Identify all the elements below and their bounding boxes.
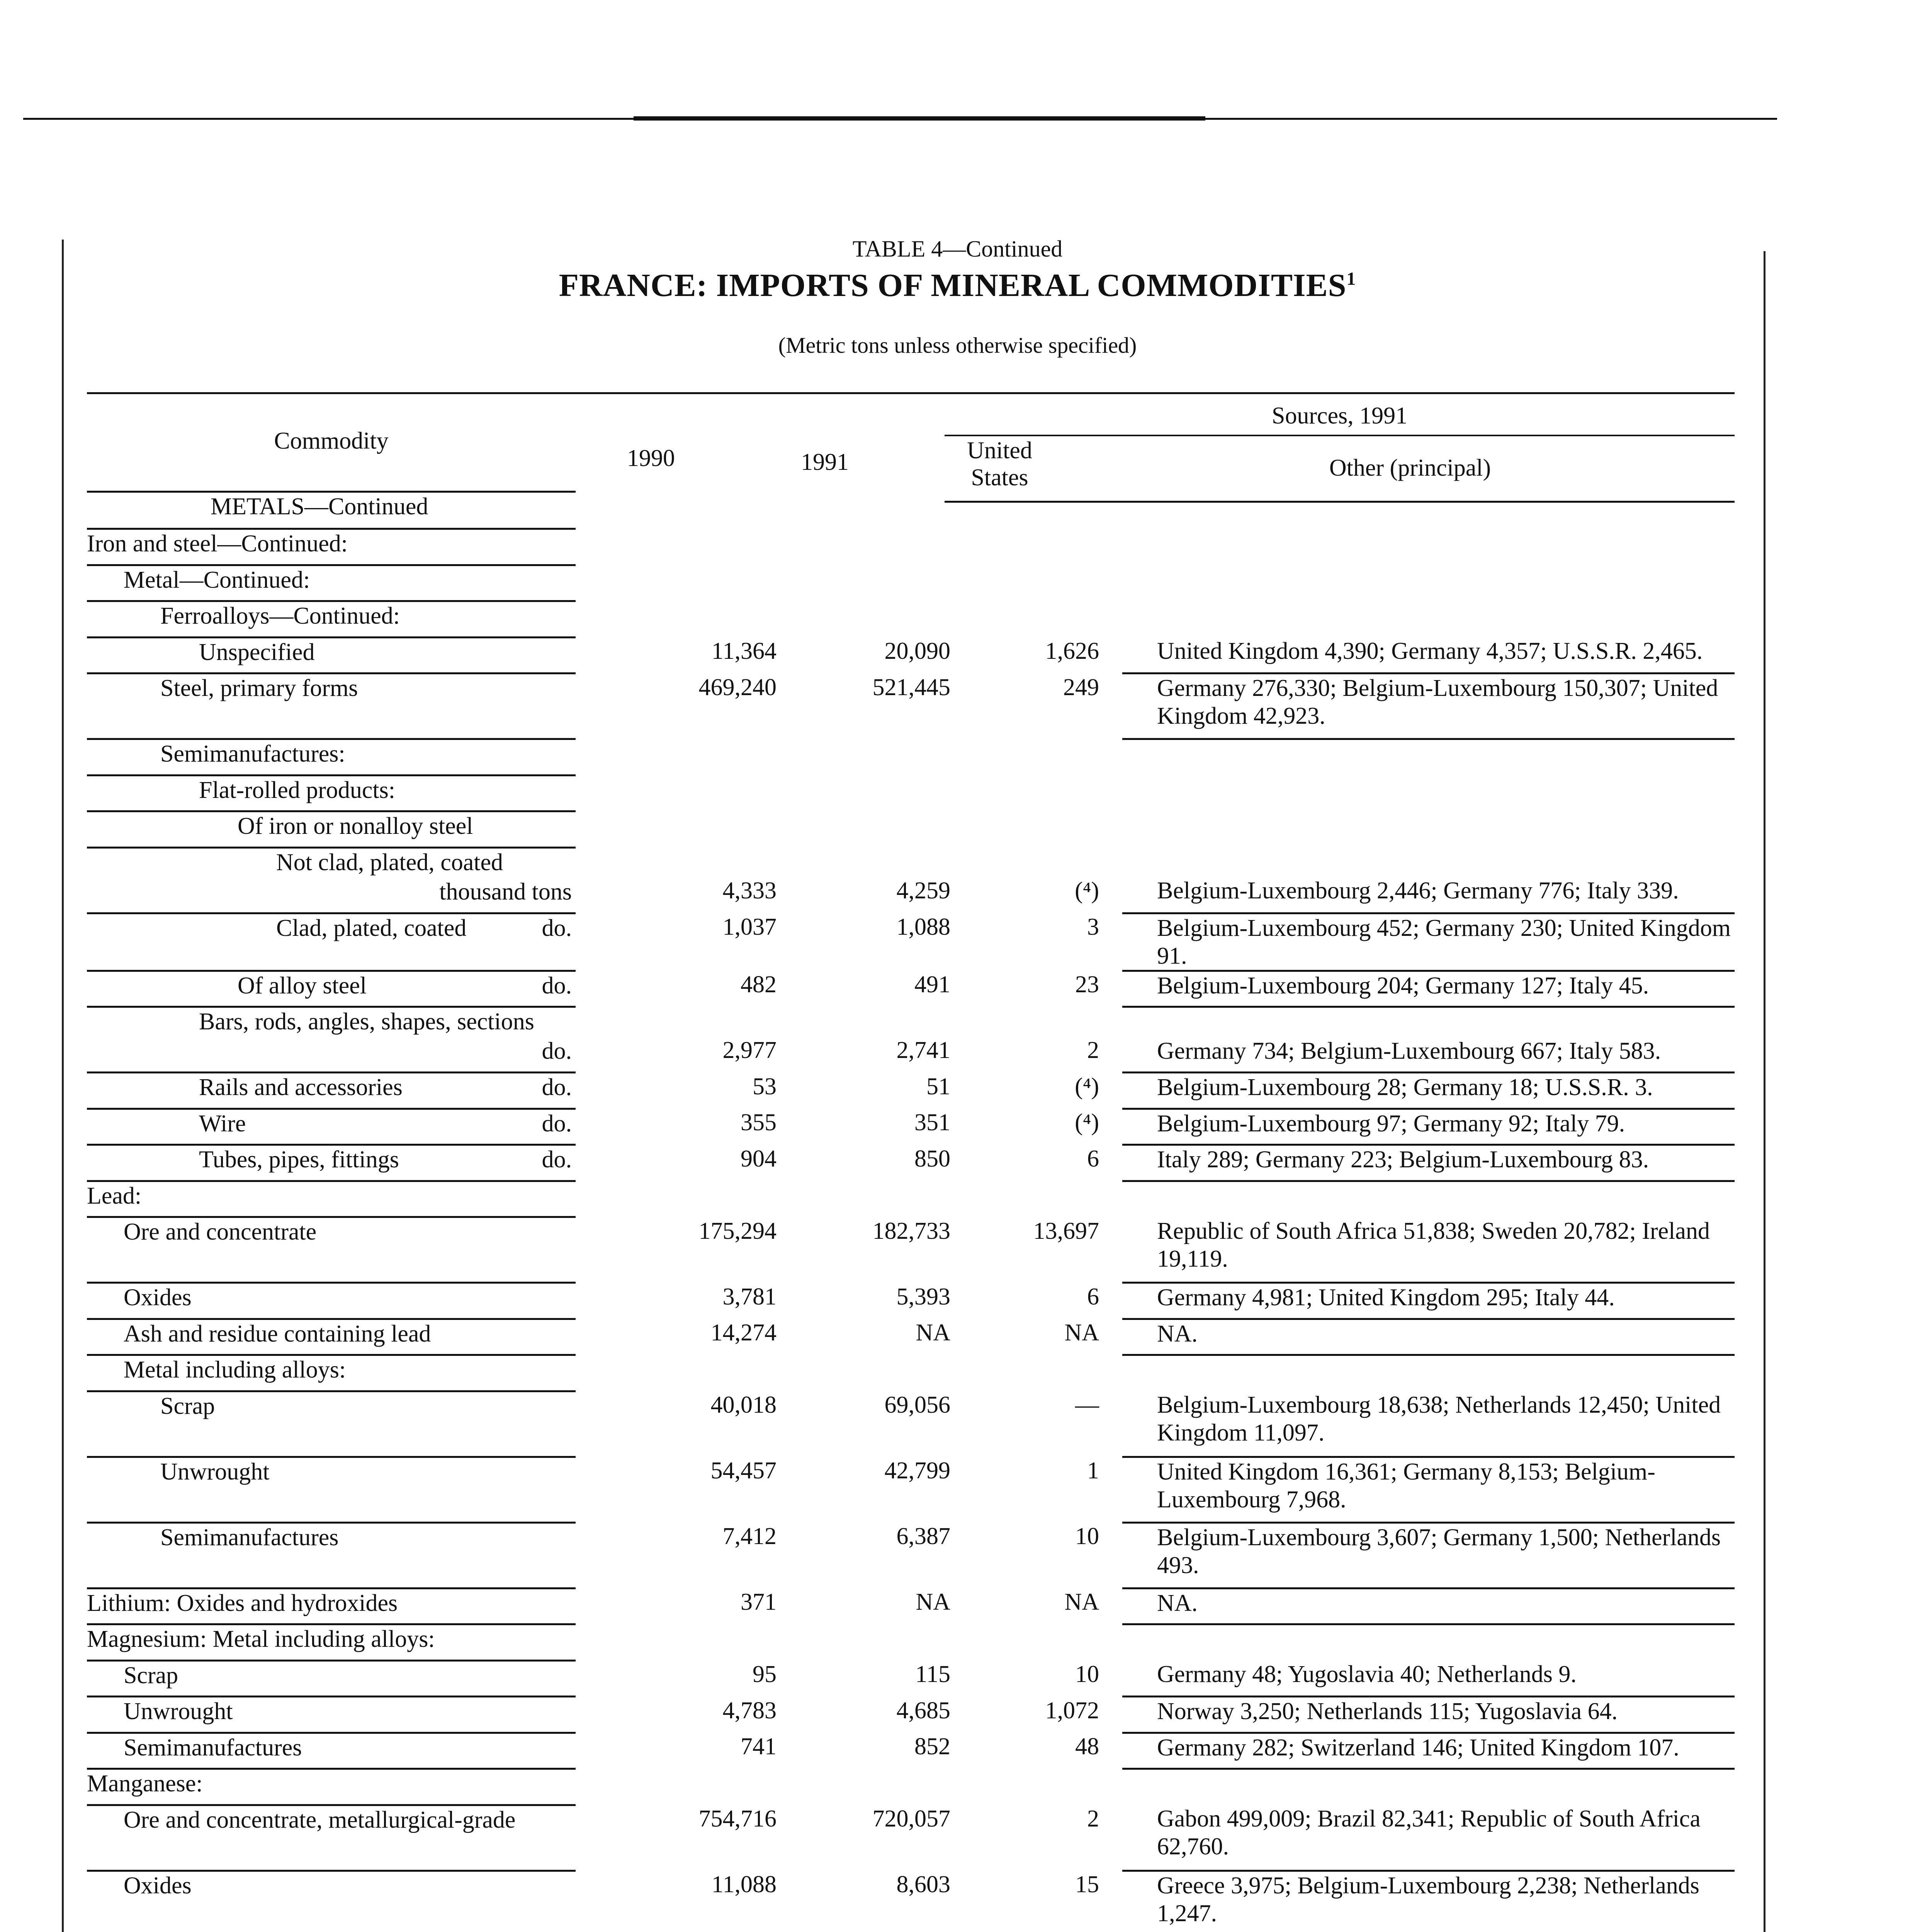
value-united-states: 1,626 — [1045, 638, 1099, 664]
table-row — [87, 913, 1735, 971]
unit-label: do. — [542, 1146, 572, 1173]
value-1990: 2,977 — [722, 1037, 777, 1063]
other-sources: NA. — [1122, 1319, 1735, 1355]
header-sources: Sources, 1991 — [1271, 403, 1408, 429]
commodity-cell — [87, 1145, 576, 1181]
value-1991 — [804, 775, 981, 811]
imports-table-body — [87, 493, 1735, 1932]
right-margin-line — [1764, 251, 1765, 1932]
commodity-cell — [87, 1355, 576, 1391]
table-row — [87, 493, 1735, 529]
commodity-label: Scrap — [124, 1662, 178, 1689]
value-1991: 42,799 — [884, 1458, 950, 1484]
value-1991: 850 — [914, 1145, 950, 1172]
commodity-cell — [87, 673, 576, 739]
value-1990 — [576, 1355, 804, 1391]
value-united-states: 1,072 — [1045, 1697, 1099, 1724]
commodity-cell — [87, 1624, 576, 1661]
other-sources: Belgium-Luxembourg 2,446; Germany 776; Italy 339. — [1122, 847, 1735, 913]
table-row — [87, 1355, 1735, 1391]
other-sources — [1122, 1769, 1735, 1805]
commodity-cell — [87, 1769, 576, 1805]
imports-table — [87, 493, 1735, 1932]
value-united-states: 10 — [1075, 1661, 1099, 1687]
value-united-states: 6 — [1087, 1145, 1099, 1172]
commodity-label: Ferroalloys—Continued: — [160, 603, 400, 629]
value-united-states — [981, 529, 1122, 565]
commodity-label: Wire — [199, 1110, 246, 1137]
commodity-label: Metal—Continued: — [124, 566, 310, 593]
value-1991: 115 — [915, 1661, 950, 1687]
top-rule-accent — [634, 116, 1205, 121]
table-row — [87, 1805, 1735, 1871]
commodity-label: Of iron or nonalloy steel — [238, 813, 473, 839]
value-united-states — [981, 811, 1122, 848]
table-row — [87, 1624, 1735, 1661]
value-1991 — [804, 1181, 981, 1217]
commodity-label: Ash and residue containing lead — [124, 1320, 431, 1347]
commodity-label: Semimanufactures — [124, 1734, 302, 1761]
other-sources: United Kingdom 16,361; Germany 8,153; Belgium-Luxembourg 7,968. — [1122, 1457, 1735, 1522]
value-1990: 469,240 — [698, 674, 777, 701]
other-sources — [1122, 1181, 1735, 1217]
other-sources: United Kingdom 4,390; Germany 4,357; U.S.S.R. 2,465. — [1122, 637, 1735, 673]
value-united-states — [981, 565, 1122, 601]
value-1991 — [804, 1355, 981, 1391]
commodity-cell — [87, 1805, 576, 1871]
value-1990: 371 — [741, 1589, 777, 1615]
other-sources — [1122, 601, 1735, 638]
table-row — [87, 811, 1735, 848]
table-row — [87, 739, 1735, 776]
table-row — [87, 775, 1735, 811]
value-1991: 182,733 — [872, 1218, 950, 1244]
unit-label: do. — [542, 972, 572, 999]
commodity-label: Ore and concentrate — [124, 1219, 317, 1245]
commodity-label: Bars, rods, angles, shapes, sections — [199, 1009, 534, 1035]
table-row — [87, 1457, 1735, 1522]
header-united-states-line2: States — [971, 464, 1028, 491]
value-united-states: 2 — [1087, 1806, 1099, 1832]
commodity-label: Semimanufactures — [160, 1524, 339, 1551]
commodity-label: METALS—Continued — [211, 493, 428, 520]
commodity-cell — [87, 1457, 576, 1522]
value-1991: 1,088 — [896, 914, 950, 940]
commodity-cell — [87, 1181, 576, 1217]
value-1991: 351 — [914, 1109, 950, 1136]
value-united-states: (⁴) — [1075, 1109, 1099, 1136]
table-row — [87, 1522, 1735, 1588]
table-row — [87, 847, 1735, 913]
commodity-cell — [87, 1733, 576, 1769]
table-row — [87, 601, 1735, 638]
value-1990 — [576, 811, 804, 848]
other-sources: Germany 282; Switzerland 146; United Kingdom 107. — [1122, 1733, 1735, 1769]
value-united-states: 15 — [1075, 1871, 1099, 1898]
value-1991: 8,603 — [896, 1871, 950, 1898]
other-sources: NA. — [1122, 1588, 1735, 1624]
other-sources: Belgium-Luxembourg 28; Germany 18; U.S.S.R. 3. — [1122, 1073, 1735, 1109]
table-row — [87, 971, 1735, 1007]
commodity-cell — [87, 739, 576, 776]
commodity-cell — [87, 1007, 576, 1073]
value-united-states: 1 — [1087, 1458, 1099, 1484]
commodity-label: Oxides — [124, 1284, 192, 1311]
table-row — [87, 1660, 1735, 1697]
table-row — [87, 1391, 1735, 1457]
value-1991: NA — [916, 1320, 950, 1346]
unit-label: do. — [542, 1110, 572, 1137]
value-1991 — [804, 739, 981, 776]
value-1990: 1,037 — [722, 914, 777, 940]
other-sources: Belgium-Luxembourg 204; Germany 127; Italy 45. — [1122, 971, 1735, 1007]
table-title — [0, 267, 1915, 304]
header-other-principal: Other (principal) — [1329, 455, 1491, 481]
other-sources: Norway 3,250; Netherlands 115; Yugoslavia 64. — [1122, 1697, 1735, 1733]
value-1991: 720,057 — [872, 1806, 950, 1832]
table-row — [87, 565, 1735, 601]
value-1991: 4,685 — [896, 1697, 950, 1724]
value-1990 — [576, 739, 804, 776]
commodity-cell — [87, 811, 576, 848]
value-united-states: NA — [1064, 1320, 1099, 1346]
value-united-states: (⁴) — [1075, 878, 1099, 904]
commodity-label: Ore and concentrate, metallurgical-grade — [124, 1806, 516, 1833]
other-sources: Belgium-Luxembourg 3,607; Germany 1,500; Netherlands 493. — [1122, 1522, 1735, 1588]
value-1991: 2,741 — [896, 1037, 950, 1063]
commodity-label: Tubes, pipes, fittings — [199, 1146, 399, 1173]
table-row — [87, 1588, 1735, 1624]
value-1990 — [576, 565, 804, 601]
other-sources: Belgium-Luxembourg 97; Germany 92; Italy 79. — [1122, 1109, 1735, 1145]
table-row — [87, 1181, 1735, 1217]
other-sources: Greece 3,975; Belgium-Luxembourg 2,238; Netherlands 1,247. — [1122, 1871, 1735, 1932]
value-1991: 6,387 — [896, 1523, 950, 1549]
unit-label: do. — [542, 1038, 572, 1064]
value-united-states: (⁴) — [1075, 1073, 1099, 1100]
table-row — [87, 1007, 1735, 1073]
commodity-cell — [87, 1391, 576, 1457]
value-1991: 852 — [914, 1733, 950, 1760]
table-row — [87, 1871, 1735, 1932]
value-1991: 491 — [914, 971, 950, 998]
left-margin-line — [62, 240, 64, 1932]
other-sources: Belgium-Luxembourg 452; Germany 230; United Kingdom 91. — [1122, 913, 1735, 971]
commodity-label: Rails and accessories — [199, 1074, 403, 1100]
commodity-label: Scrap — [160, 1393, 215, 1419]
value-1990 — [576, 601, 804, 638]
commodity-cell — [87, 1109, 576, 1145]
value-1990: 175,294 — [698, 1218, 777, 1244]
header-top-rule — [87, 392, 1735, 394]
commodity-cell — [87, 565, 576, 601]
header-commodity: Commodity — [274, 428, 389, 454]
unit-label: do. — [542, 915, 572, 941]
commodity-cell — [87, 1073, 576, 1109]
value-1991 — [804, 811, 981, 848]
other-sources — [1122, 811, 1735, 848]
other-sources — [1122, 565, 1735, 601]
value-1990: 54,457 — [710, 1458, 777, 1484]
commodity-label: Oxides — [124, 1872, 192, 1899]
commodity-cell — [87, 601, 576, 638]
header-year-1991: 1991 — [801, 449, 849, 475]
other-sources — [1122, 1355, 1735, 1391]
value-1991: 20,090 — [884, 638, 950, 664]
value-1990: 482 — [741, 971, 777, 998]
commodity-cell — [87, 913, 576, 971]
commodity-label: Iron and steel—Continued: — [87, 531, 348, 557]
value-1991: 4,259 — [896, 878, 950, 904]
other-sources: Republic of South Africa 51,838; Sweden 20,782; Ireland 19,119. — [1122, 1217, 1735, 1283]
commodity-cell — [87, 847, 576, 913]
value-1991: 5,393 — [896, 1283, 950, 1310]
value-1990: 7,412 — [722, 1523, 777, 1549]
commodity-cell — [87, 775, 576, 811]
value-united-states: NA — [1064, 1589, 1099, 1615]
commodity-cell — [87, 1660, 576, 1697]
other-sources: Gabon 499,009; Brazil 82,341; Republic of South Africa 62,760. — [1122, 1805, 1735, 1871]
other-sources: Italy 289; Germany 223; Belgium-Luxembourg 83. — [1122, 1145, 1735, 1181]
commodity-label: Steel, primary forms — [160, 675, 358, 701]
table-row — [87, 637, 1735, 673]
value-united-states: 249 — [1063, 674, 1099, 701]
value-1990: 14,274 — [710, 1320, 777, 1346]
value-united-states: — — [1075, 1392, 1099, 1418]
commodity-label: Unwrought — [124, 1698, 233, 1725]
other-sources: Germany 4,981; United Kingdom 295; Italy 44. — [1122, 1283, 1735, 1319]
unit-label: do. — [542, 1074, 572, 1100]
commodity-cell — [87, 493, 576, 529]
value-united-states — [981, 1181, 1122, 1217]
value-1991 — [804, 1624, 981, 1661]
commodity-label: Flat-rolled products: — [199, 777, 395, 803]
other-sources — [1122, 1624, 1735, 1661]
unit-label: thousand tons — [439, 878, 572, 905]
value-1990: 11,364 — [711, 638, 777, 664]
commodity-cell — [87, 971, 576, 1007]
commodity-label: Unspecified — [199, 639, 315, 665]
header-year-1990: 1990 — [627, 445, 675, 471]
value-united-states: 10 — [1075, 1523, 1099, 1549]
other-sources: Germany 734; Belgium-Luxembourg 667; Italy 583. — [1122, 1007, 1735, 1073]
value-united-states — [981, 493, 1122, 529]
commodity-label: Unwrought — [160, 1458, 270, 1485]
table-row — [87, 673, 1735, 739]
value-1991: 521,445 — [872, 674, 950, 701]
other-sources — [1122, 775, 1735, 811]
value-united-states: 13,697 — [1033, 1218, 1099, 1244]
value-1991 — [804, 1769, 981, 1805]
table-row — [87, 1769, 1735, 1805]
value-united-states: 23 — [1075, 971, 1099, 998]
value-united-states: 2 — [1087, 1037, 1099, 1063]
value-united-states: 48 — [1075, 1733, 1099, 1760]
value-1991: 51 — [926, 1073, 950, 1100]
commodity-label: Manganese: — [87, 1770, 203, 1797]
commodity-cell — [87, 1871, 576, 1932]
value-1990: 3,781 — [722, 1283, 777, 1310]
header-sources-rule — [945, 435, 1735, 436]
value-1991: NA — [916, 1589, 950, 1615]
other-sources — [1122, 529, 1735, 565]
value-1990: 53 — [753, 1073, 777, 1100]
table-row — [87, 1109, 1735, 1145]
commodity-label: Magnesium: Metal including alloys: — [87, 1626, 435, 1652]
other-sources: Belgium-Luxembourg 18,638; Netherlands 12,450; United Kingdom 11,097. — [1122, 1391, 1735, 1457]
other-sources: Germany 276,330; Belgium-Luxembourg 150,307; United Kingdom 42,923. — [1122, 673, 1735, 739]
commodity-label: Lead: — [87, 1182, 142, 1209]
value-united-states — [981, 601, 1122, 638]
value-1990: 355 — [741, 1109, 777, 1136]
value-united-states — [981, 1355, 1122, 1391]
other-sources: Germany 48; Yugoslavia 40; Netherlands 9. — [1122, 1660, 1735, 1697]
value-united-states: 3 — [1087, 914, 1099, 940]
commodity-cell — [87, 1217, 576, 1283]
value-1991: 69,056 — [884, 1392, 950, 1418]
value-1991 — [804, 529, 981, 565]
commodity-cell — [87, 1588, 576, 1624]
value-1990 — [576, 775, 804, 811]
title-footnote-ref: 1 — [1346, 269, 1356, 289]
other-sources — [1122, 493, 1735, 529]
value-1990: 754,716 — [698, 1806, 777, 1832]
table-row — [87, 529, 1735, 565]
table-row — [87, 1073, 1735, 1109]
value-1990 — [576, 1769, 804, 1805]
commodity-cell — [87, 1697, 576, 1733]
commodity-cell — [87, 529, 576, 565]
commodity-label: Metal including alloys: — [124, 1357, 346, 1383]
value-1990 — [576, 1181, 804, 1217]
commodity-cell — [87, 1319, 576, 1355]
table-label: TABLE 4—Continued — [852, 236, 1063, 262]
value-1991 — [804, 493, 981, 529]
value-united-states — [981, 1769, 1122, 1805]
value-1990 — [576, 529, 804, 565]
value-1990 — [576, 1624, 804, 1661]
commodity-label: Semimanufactures: — [160, 741, 345, 767]
commodity-cell — [87, 637, 576, 673]
header-united-states-line1: United — [967, 437, 1032, 464]
value-united-states — [981, 775, 1122, 811]
commodity-cell — [87, 1522, 576, 1588]
value-united-states — [981, 1624, 1122, 1661]
commodity-label: Of alloy steel — [238, 972, 367, 999]
table-row — [87, 1733, 1735, 1769]
value-1991 — [804, 601, 981, 638]
table-title-text: FRANCE: IMPORTS OF MINERAL COMMODITIES — [559, 267, 1347, 303]
value-1990: 741 — [741, 1733, 777, 1760]
table-subtitle: (Metric tons unless otherwise specified) — [778, 333, 1137, 358]
value-1990: 11,088 — [711, 1871, 777, 1898]
value-1990: 4,783 — [722, 1697, 777, 1724]
value-united-states: 6 — [1087, 1283, 1099, 1310]
value-1990: 4,333 — [722, 878, 777, 904]
value-1991 — [804, 565, 981, 601]
table-row — [87, 1319, 1735, 1355]
value-1990: 40,018 — [710, 1392, 777, 1418]
other-sources — [1122, 739, 1735, 776]
value-united-states — [981, 739, 1122, 776]
value-1990: 95 — [753, 1661, 777, 1687]
table-row — [87, 1145, 1735, 1181]
value-1990 — [576, 493, 804, 529]
table-row — [87, 1217, 1735, 1283]
commodity-label: Lithium: Oxides and hydroxides — [87, 1590, 398, 1616]
table-row — [87, 1697, 1735, 1733]
table-row — [87, 1283, 1735, 1319]
commodity-label: Not clad, plated, coated — [276, 849, 503, 876]
commodity-cell — [87, 1283, 576, 1319]
value-1990: 904 — [741, 1145, 777, 1172]
commodity-label: Clad, plated, coated — [276, 915, 467, 941]
